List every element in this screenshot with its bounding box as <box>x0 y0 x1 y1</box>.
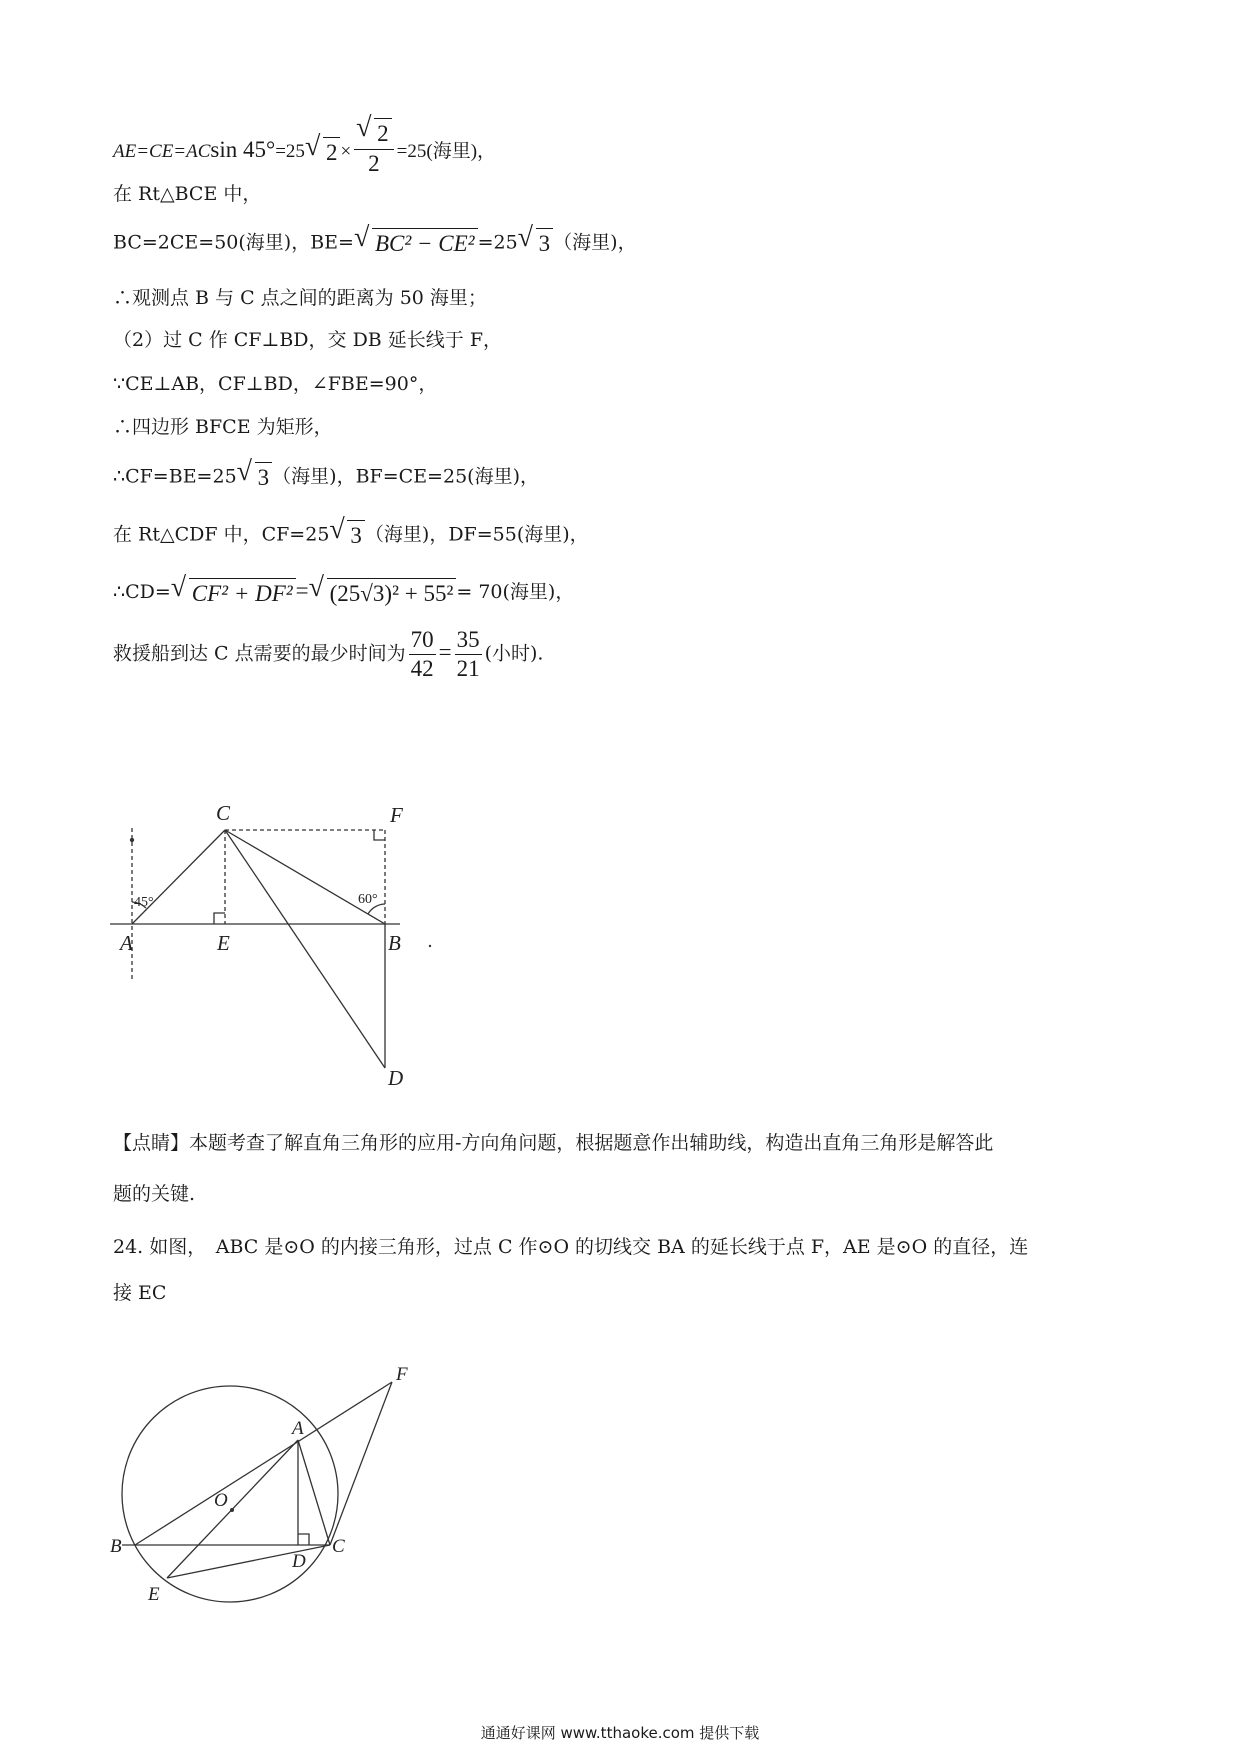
comment-line-1: 【点睛】本题考查了解直角三角形的应用-方向角问题，根据题意作出辅助线，构造出直角三角形是解答此 <box>113 1132 994 1154</box>
text: （海里)， <box>553 231 637 254</box>
label-c: C <box>332 1536 345 1557</box>
frac-den: 42 <box>410 656 434 681</box>
fraction <box>455 626 482 683</box>
line-cb <box>225 830 385 924</box>
label-b: B <box>388 931 401 955</box>
line-conclusion-1: ∴观测点 B 与 C 点之间的距离为 50 海里； <box>113 287 487 309</box>
sqrt <box>329 514 365 551</box>
text: 救援船到达 C 点需要的最少时间为 <box>113 642 406 665</box>
line-ae-ce <box>113 112 497 182</box>
dot <box>429 945 431 947</box>
sqrt <box>308 571 457 609</box>
label-d: D <box>292 1551 306 1572</box>
right-angle-d <box>298 1534 309 1545</box>
text: =25 <box>477 231 518 254</box>
q24-line-1: 24. 如图， ABC 是⊙O 的内接三角形，过点 C 作⊙O 的切线交 BA 的延长线于点 F，AE 是⊙O 的直径，连 <box>113 1236 1029 1258</box>
line-time <box>113 626 543 683</box>
sqrt <box>517 222 554 259</box>
line-bf <box>135 1382 392 1545</box>
radical-icon: √ <box>304 130 321 162</box>
line-because: ∵CE⊥AB，CF⊥BD，∠FBE=90°， <box>113 373 438 395</box>
label-f: F <box>396 1364 408 1385</box>
text: （海里)，DF=55(海里)， <box>364 523 589 546</box>
label-d: D <box>388 1066 404 1090</box>
center-point <box>230 1508 234 1512</box>
sqrt-arg: 3 <box>255 462 273 493</box>
text: =25(海里)， <box>396 141 497 163</box>
sqrt-arg: 2 <box>374 118 392 149</box>
radical-icon: √ <box>517 222 534 253</box>
sqrt-arg: (25√3)² + 55² <box>327 578 457 609</box>
text: （海里)，BF=CE=25(海里)， <box>272 465 539 488</box>
radical-icon: √ <box>356 112 372 144</box>
sqrt-arg: 2 <box>323 137 341 168</box>
q24-line-2: 接 EC <box>113 1282 167 1304</box>
line-rectangle: ∴四边形 BFCE 为矩形， <box>113 416 333 438</box>
label-f: F <box>390 803 403 827</box>
label-b: B <box>110 1536 122 1557</box>
line-bc-be <box>113 222 637 259</box>
text: = <box>295 578 309 603</box>
figure-circle <box>110 1330 440 1630</box>
sqrt-arg: 3 <box>536 228 554 259</box>
line-cf-be <box>113 456 539 493</box>
text: = 70(海里)， <box>456 581 575 603</box>
sqrt <box>356 112 392 149</box>
sqrt-arg: BC² − CE² <box>372 228 478 259</box>
text: sin 45° <box>210 137 276 163</box>
fraction <box>409 626 436 683</box>
label-c: C <box>216 801 231 825</box>
times: × <box>340 141 352 163</box>
text: ∴CD= <box>113 581 171 603</box>
text: 在 Rt△CDF 中，CF=25 <box>113 523 330 546</box>
text: ∴CF=BE=25 <box>113 465 237 488</box>
text: BE= <box>310 231 354 254</box>
line-ac <box>298 1440 330 1545</box>
sqrt <box>304 130 341 168</box>
line-rt-bce: 在 Rt△BCE 中， <box>113 183 262 205</box>
fraction <box>354 112 394 178</box>
figure-direction-angle <box>100 790 620 1090</box>
frac-den: 21 <box>456 656 480 681</box>
label-a: A <box>292 1418 304 1439</box>
sqrt <box>353 222 478 259</box>
sqrt-arg: CF² + DF² <box>189 578 296 609</box>
text: = <box>438 639 452 665</box>
radical-icon: √ <box>236 456 253 487</box>
label-e: E <box>217 931 230 955</box>
sqrt <box>236 456 273 493</box>
radical-icon: √ <box>308 571 325 603</box>
frac-num: 70 <box>410 627 434 652</box>
label-e: E <box>148 1584 160 1605</box>
text: AE=CE=AC <box>113 141 211 163</box>
line-rt-cdf <box>113 514 589 551</box>
line-part-2: （2）过 C 作 CF⊥BD，交 DB 延长线于 F， <box>113 329 503 351</box>
sqrt-arg: 3 <box>347 520 365 551</box>
line-cd <box>225 830 385 1068</box>
right-angle-f <box>374 830 385 840</box>
label-angle-60: 60° <box>358 892 378 907</box>
frac-den: 2 <box>354 149 394 178</box>
radical-icon: √ <box>329 514 345 545</box>
frac-num: 35 <box>456 627 480 652</box>
text: (小时). <box>484 642 544 665</box>
text: =25 <box>275 141 305 163</box>
radical-icon: √ <box>353 222 370 253</box>
comment-line-2: 题的关键. <box>113 1183 196 1205</box>
sqrt <box>170 571 296 609</box>
label-angle-45: 45° <box>134 895 154 910</box>
text: BC=2CE=50(海里)， <box>113 231 311 254</box>
point <box>131 839 134 842</box>
label-o: O <box>214 1490 228 1511</box>
radical-icon: √ <box>170 571 187 603</box>
frac-num <box>354 112 394 149</box>
label-a: A <box>120 931 133 955</box>
right-angle-e <box>214 913 225 924</box>
line-cd <box>113 571 575 609</box>
line-cf <box>330 1382 392 1545</box>
footer: 通通好课网 www.tthaoke.com 提供下载 <box>480 1724 760 1742</box>
